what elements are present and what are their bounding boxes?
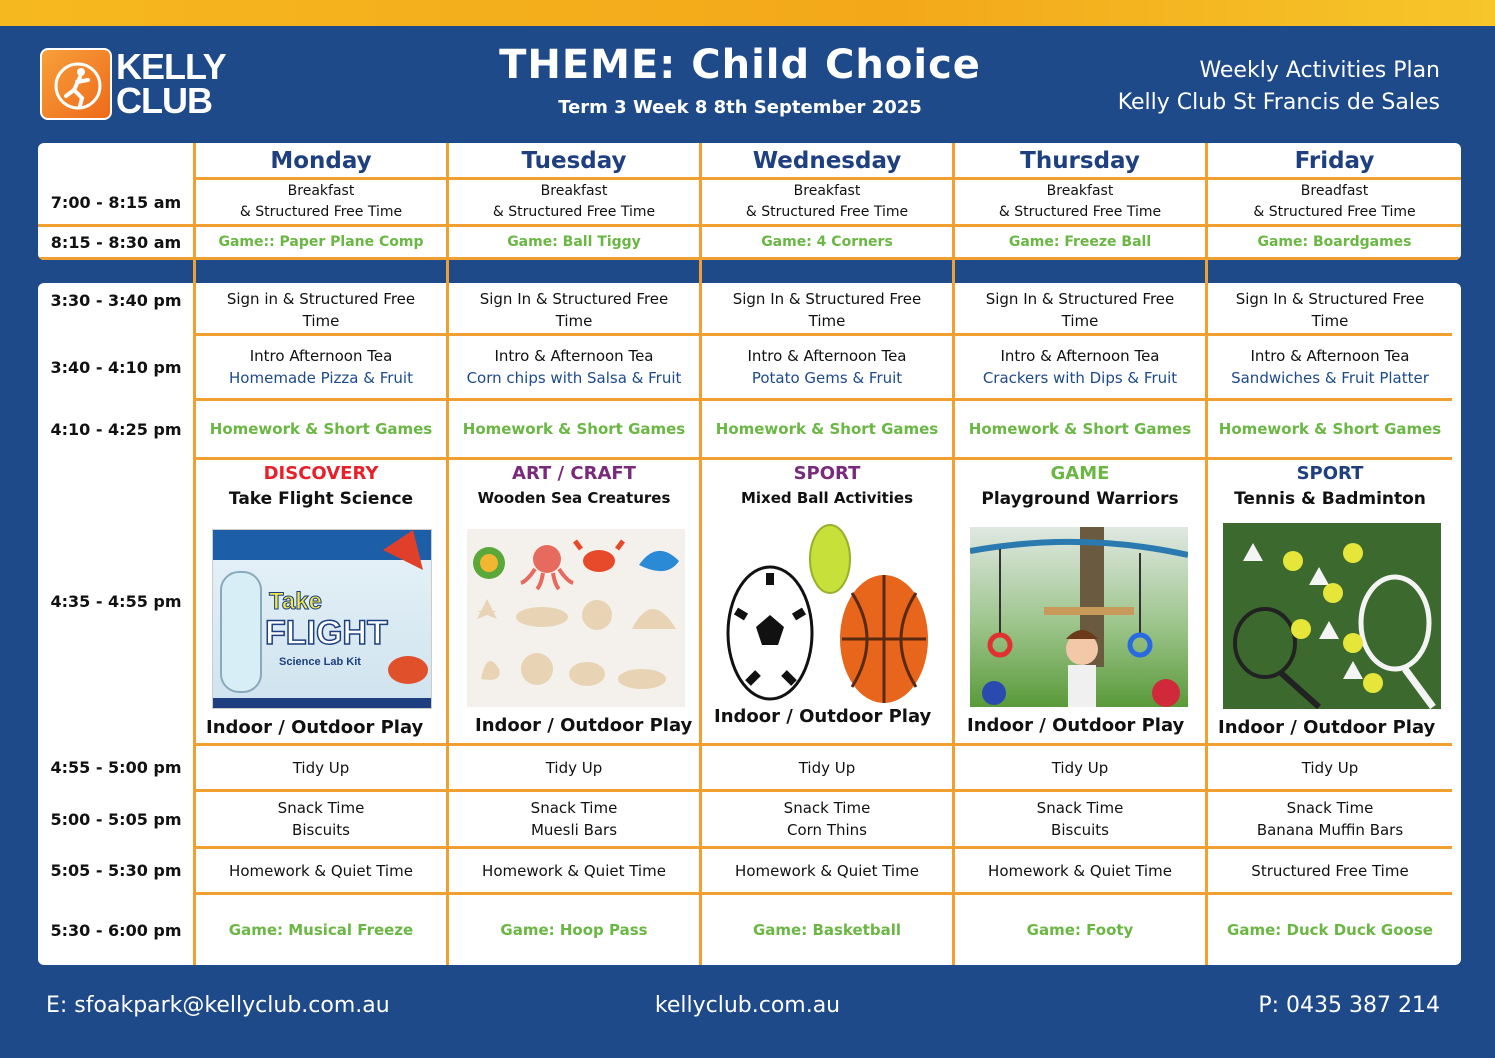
plan-heading-line-2: Kelly Club St Francis de Sales [1117,90,1440,115]
kit-title-flight: FLIGHT [265,614,388,652]
menu-item: Homemade Pizza & Fruit [229,369,413,387]
tea-cell-monday [196,339,446,395]
logo-figure-icon [40,48,112,120]
activity-cell-wednesday [702,459,952,745]
footer-phone[interactable]: P: 0435 387 214 [1258,993,1440,1018]
tidy-cell-wednesday: Tidy Up [798,758,856,777]
activity-title: Wooden Sea Creatures [477,489,671,507]
cell-line: Breakfast [540,183,608,199]
tidy-cell-tuesday: Tidy Up [545,758,603,777]
cell-line: Snack Time [530,799,618,817]
tea-cell-wednesday [702,339,952,395]
balls-image [722,523,932,703]
tidy-cell-monday: Tidy Up [292,758,350,777]
tidy-cell-thursday: Tidy Up [1051,758,1109,777]
cell-line: Time [555,312,593,330]
activity-cell-thursday [955,459,1205,745]
cell-line: Sign in & Structured Free [226,290,416,308]
cell-line: Snack Time [783,799,871,817]
cell-line: Intro & Afternoon Tea [494,347,654,365]
plan-heading-line-1: Weekly Activities Plan [1199,58,1440,83]
top-accent-bar [0,0,1495,26]
morning-schedule-panel [38,143,1461,260]
breakfast-cell-wednesday [702,180,952,224]
time-slot: 4:55 - 5:00 pm [50,758,182,777]
cell-line: Snack Time [1036,799,1124,817]
final-game-monday: Game: Musical Freeze [228,921,414,939]
cell-line: Snack Time [1286,799,1374,817]
snack-cell-monday [196,792,446,846]
signin-cell-friday [1208,287,1452,333]
snack-cell-thursday [955,792,1205,846]
final-game-tuesday: Game: Hoop Pass [500,921,648,939]
day-header-monday: Monday [270,148,372,174]
snack-cell-tuesday [449,792,699,846]
quiet-cell-thursday: Homework & Quiet Time [988,861,1172,880]
activity-cell-tuesday [449,459,699,745]
activity-category: ART / CRAFT [512,463,636,484]
day-header-tuesday: Tuesday [521,148,627,174]
afternoon-schedule-panel [38,283,1461,965]
signin-cell-monday [196,287,446,333]
homework-games-wednesday: Homework & Short Games [715,420,939,438]
day-header-wednesday: Wednesday [752,148,902,174]
final-game-thursday: Game: Footy [1026,921,1134,939]
cell-line: & Structured Free Time [998,204,1162,220]
tea-cell-friday [1208,339,1452,395]
quiet-cell-monday: Homework & Quiet Time [229,861,413,880]
playground-warriors-image [970,527,1188,707]
activity-title: Tennis & Badminton [1234,489,1426,509]
activity-category: DISCOVERY [263,463,379,484]
page-subtitle: Term 3 Week 8 8th September 2025 [558,97,922,118]
menu-item: Crackers with Dips & Fruit [982,369,1178,387]
activity-cell-monday [196,459,446,745]
cell-line: Time [1061,312,1099,330]
quiet-cell-wednesday: Homework & Quiet Time [735,861,919,880]
quiet-cell-friday: Structured Free Time [1251,861,1409,880]
cell-line: Banana Muffin Bars [1256,821,1404,839]
time-slot: 7:00 - 8:15 am [50,192,182,212]
breakfast-cell-friday [1208,180,1461,224]
cell-line: Intro & Afternoon Tea [1250,347,1410,365]
kit-title-take: Take [269,588,322,615]
logo-text-club: CLUB [116,80,212,121]
time-slot: 4:10 - 4:25 pm [50,419,182,439]
cell-line: Time [1311,312,1349,330]
cell-line: Sign In & Structured Free [479,290,669,308]
page-title: THEME: Child Choice [499,42,981,88]
activity-category: GAME [1050,463,1110,484]
menu-item: Potato Gems & Fruit [751,369,903,387]
morning-game-tuesday: Game: Ball Tiggy [507,233,641,250]
homework-games-tuesday: Homework & Short Games [462,420,686,438]
cell-line: Intro Afternoon Tea [249,347,393,365]
morning-game-wednesday: Game: 4 Corners [761,233,893,250]
breakfast-cell-thursday [955,180,1205,224]
logo-text-kelly: KELLY [116,46,226,87]
tidy-cell-friday: Tidy Up [1301,758,1359,777]
time-slot: 5:05 - 5:30 pm [50,861,182,880]
cell-line: Intro & Afternoon Tea [747,347,907,365]
cell-line: Corn Thins [787,821,867,839]
time-slot: 5:00 - 5:05 pm [50,809,182,829]
tea-cell-thursday [955,339,1205,395]
morning-game-friday: Game: Boardgames [1257,233,1412,250]
signin-cell-thursday [955,287,1205,333]
cell-line: Muesli Bars [530,821,618,839]
plan-heading [1118,55,1440,119]
cell-line: & Structured Free Time [745,204,909,220]
cell-line: Snack Time [277,799,365,817]
play-label: Indoor / Outdoor Play [714,706,932,727]
morning-game-monday: Game:: Paper Plane Comp [218,233,424,250]
activity-title: Playground Warriors [981,489,1179,509]
cell-line: Breakfast [287,183,355,199]
play-label: Indoor / Outdoor Play [1218,717,1436,738]
cell-line: Biscuits [292,821,350,839]
cell-line: & Structured Free Time [1253,204,1416,220]
snack-cell-wednesday [702,792,952,846]
snack-cell-friday [1208,792,1452,846]
cell-line: Sign In & Structured Free [732,290,922,308]
activity-category: SPORT [1296,463,1364,484]
play-label: Indoor / Outdoor Play [206,717,424,738]
cell-line: Intro & Afternoon Tea [1000,347,1160,365]
cell-line: Sign In & Structured Free [985,290,1175,308]
kelly-club-logo [40,48,235,122]
tennis-badminton-image [1223,523,1441,709]
time-slot: 3:30 - 3:40 pm [50,290,182,310]
footer-email[interactable]: E: sfoakpark@kellyclub.com.au [46,993,390,1018]
day-header-friday: Friday [1294,148,1375,174]
final-game-wednesday: Game: Basketball [752,921,901,939]
cell-line: Breakfast [793,183,861,199]
take-flight-kit-image [212,529,432,709]
time-slot: 3:40 - 4:10 pm [50,357,182,377]
cell-line: & Structured Free Time [492,204,656,220]
morning-game-thursday: Game: Freeze Ball [1008,233,1152,250]
play-label: Indoor / Outdoor Play [967,715,1185,736]
homework-games-friday: Homework & Short Games [1218,420,1442,438]
homework-games-thursday: Homework & Short Games [968,420,1192,438]
play-label: Indoor / Outdoor Play [475,715,693,736]
breakfast-cell-monday [196,180,446,224]
activity-title: Mixed Ball Activities [740,489,914,507]
activity-category: SPORT [793,463,861,484]
cell-line: Breadfast [1300,183,1369,199]
cell-line: Sign In & Structured Free [1235,290,1425,308]
homework-games-monday: Homework & Short Games [209,420,433,438]
signin-cell-tuesday [449,287,699,333]
quiet-cell-tuesday: Homework & Quiet Time [482,861,666,880]
footer-website[interactable]: kellyclub.com.au [654,993,841,1018]
menu-item: Corn chips with Salsa & Fruit [466,369,682,387]
menu-item: Sandwiches & Fruit Platter [1231,369,1429,387]
signin-cell-wednesday [702,287,952,333]
cell-line: & Structured Free Time [239,204,403,220]
sea-creatures-image [467,529,685,707]
day-header-thursday: Thursday [1020,148,1140,174]
activity-cell-friday [1208,459,1452,745]
time-slot: 8:15 - 8:30 am [50,232,182,252]
cell-line: Breakfast [1046,183,1114,199]
final-game-friday: Game: Duck Duck Goose [1227,921,1433,939]
cell-line: Biscuits [1051,821,1109,839]
time-slot: 5:30 - 6:00 pm [50,920,182,940]
kit-subtitle: Science Lab Kit [279,656,361,668]
breakfast-cell-tuesday [449,180,699,224]
tea-cell-tuesday [449,339,699,395]
cell-line: Time [302,312,340,330]
activity-title: Take Flight Science [228,489,414,509]
time-slot: 4:35 - 4:55 pm [50,592,182,611]
cell-line: Time [808,312,846,330]
